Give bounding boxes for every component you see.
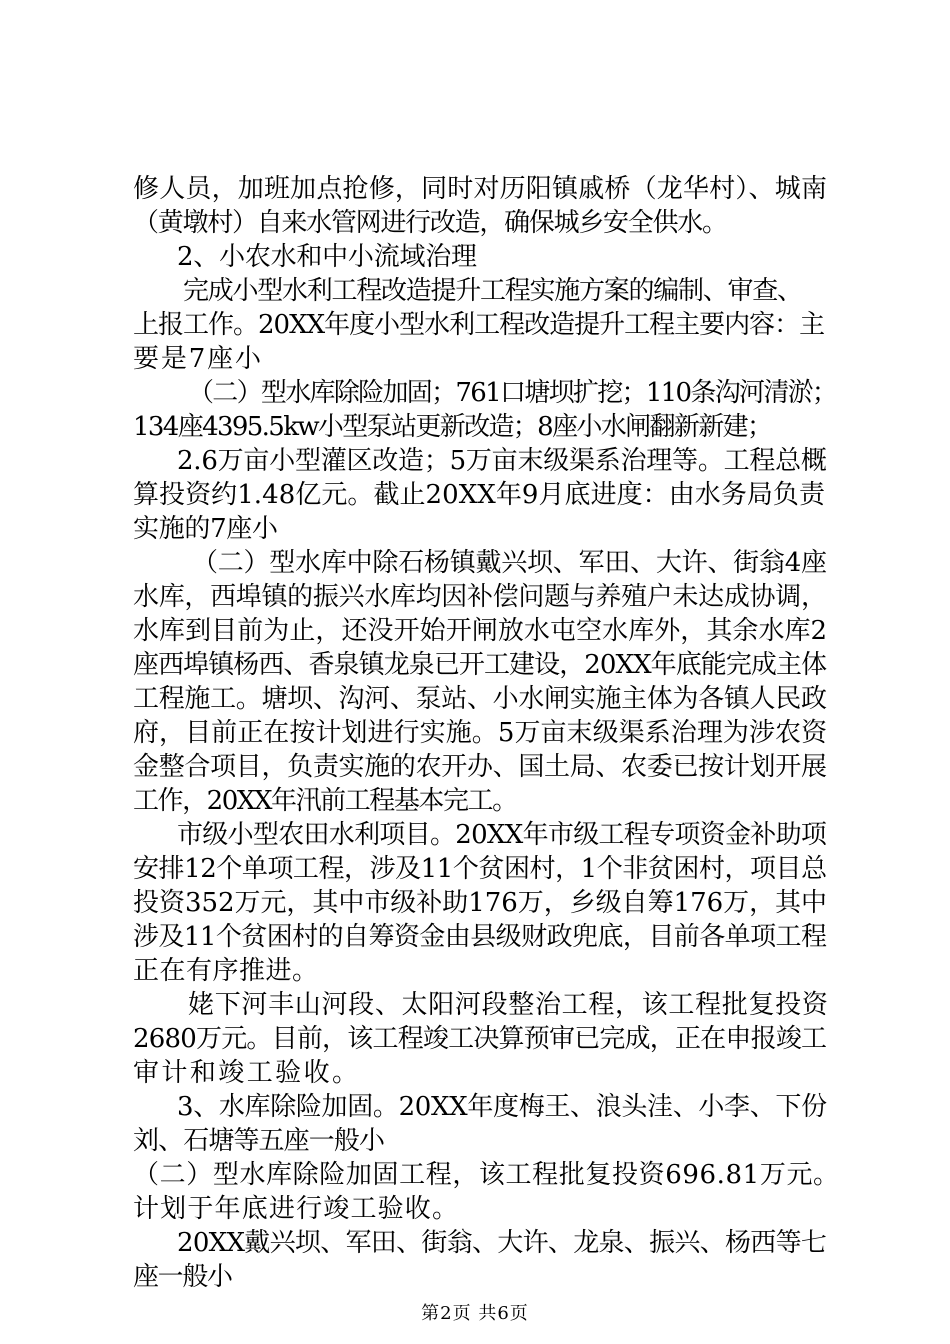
text-line: 实施的7座小 xyxy=(133,514,278,544)
text-line: 20XX戴兴坝、军田、街翁、大许、龙泉、振兴、杨西等七 xyxy=(177,1228,827,1258)
text-line: 水库到目前为止，还没开始开闸放水屯空水库外，其余水库2 xyxy=(133,616,828,646)
text-line: 134座4395.5kw小型泵站更新改造；8座小水闸翻新新建； xyxy=(133,412,772,442)
text-line: 姥下河丰山河段、太阳河段整治工程，该工程批复投资 xyxy=(188,990,829,1020)
text-line: 投资352万元，其中市级补助176万，乡级自筹176万，其中 xyxy=(133,888,827,918)
text-line: 上报工作。20XX年度小型水利工程改造提升工程主要内容：主 xyxy=(133,310,825,340)
section-heading: 2、小农水和中小流域治理 xyxy=(177,242,477,272)
text-line: 计划于年底进行竣工验收。 xyxy=(133,1194,460,1224)
text-line: 水库，西埠镇的振兴水库均因补偿问题与养殖户未达成协调， xyxy=(133,582,827,612)
text-line: 工作，20XX年汛前工程基本完工。 xyxy=(133,786,517,816)
page-number-footer: 第2页 共6页 xyxy=(421,1303,529,1324)
text-line: 算投资约1.48亿元。截止20XX年9月底进度：由水务局负责 xyxy=(133,480,826,510)
text-line: 座西埠镇杨西、香泉镇龙泉已开工建设，20XX年底能完成主体 xyxy=(133,650,827,680)
text-line: 市级小型农田水利项目。20XX年市级工程专项资金补助项 xyxy=(177,820,827,850)
text-line: 要是7座小 xyxy=(133,344,263,374)
text-line: 审计和竣工验收。 xyxy=(133,1058,361,1088)
text-line: 修人员，加班加点抢修，同时对历阳镇戚桥（龙华村）、城南 xyxy=(133,174,828,204)
text-line: 金整合项目，负责实施的农开办、国土局、农委已按计划开展 xyxy=(133,752,827,782)
text-line: 2680万元。目前，该工程竣工决算预审已完成，正在申报竣工 xyxy=(133,1024,827,1054)
text-line: （二）型水库除险加固；761口塘坝扩挖；110条沟河清淤； xyxy=(188,378,837,408)
text-line: 正在有序推进。 xyxy=(133,956,319,986)
section-heading: 3、水库除险加固。20XX年度梅王、浪头洼、小李、下份 xyxy=(177,1092,827,1122)
text-line: 工程施工。塘坝、沟河、泵站、小水闸实施主体为各镇人民政 xyxy=(133,684,827,714)
text-line: 涉及11个贫困村的自筹资金由县级财政兜底，目前各单项工程 xyxy=(133,922,827,952)
text-line: 完成小型水利工程改造提升工程实施方案的编制、审查、 xyxy=(183,276,802,306)
text-line: 刘、石塘等五座一般小 xyxy=(133,1126,385,1156)
text-line: 座一般小 xyxy=(133,1262,232,1292)
text-line: 安排12个单项工程，涉及11个贫困村，1个非贫困村，项目总 xyxy=(133,854,827,884)
text-line: 2.6万亩小型灌区改造；5万亩末级渠系治理等。工程总概 xyxy=(177,446,827,476)
text-line: （二）型水库除险加固工程，该工程批复投资696.81万元。 xyxy=(133,1160,840,1190)
text-line: （黄墩村）自来水管网进行改造，确保城乡安全供水。 xyxy=(133,208,727,238)
text-line: 府，目前正在按计划进行实施。5万亩末级渠系治理为涉农资 xyxy=(133,718,828,748)
text-line: （二）型水库中除石杨镇戴兴坝、军田、大许、街翁4座 xyxy=(192,548,827,578)
